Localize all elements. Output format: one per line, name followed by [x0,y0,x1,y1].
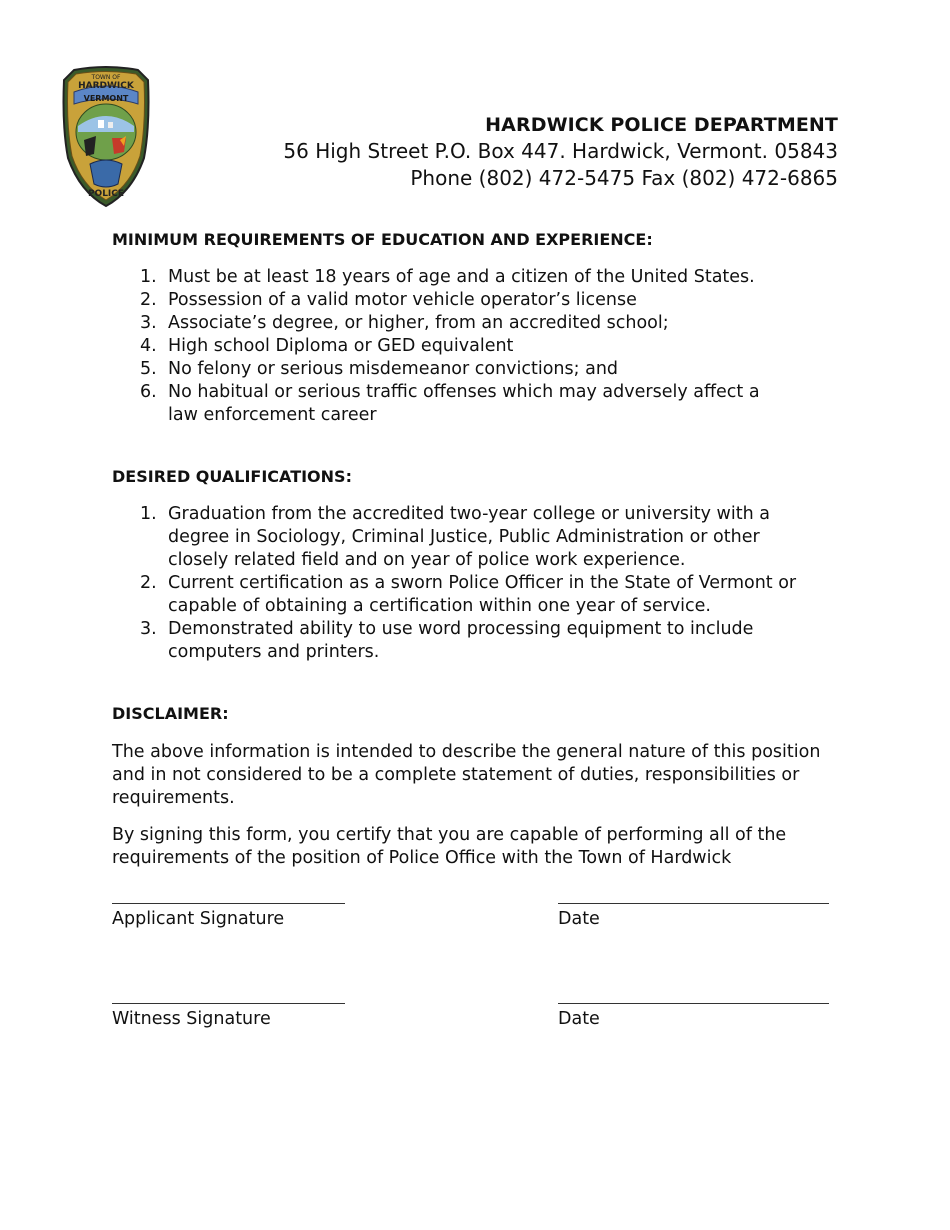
date-line-1[interactable] [558,903,829,904]
list-item: 3. Demonstrated ability to use word processing equipment to include computers and printers. [140,619,754,662]
disclaimer-section [112,703,857,870]
witness-signature-line[interactable] [112,1003,345,1004]
applicant-signature-line[interactable] [112,903,345,904]
requirements-section [112,229,852,427]
date-line-2[interactable] [558,1003,829,1004]
qualifications-section [112,466,852,664]
list-item: 2. Current certification as a sworn Police Officer in the State of Vermont or capable of obtaining a certification within one year of service. [140,573,797,616]
requirements-list [112,266,852,427]
list-item: 1. Graduation from the accredited two-year college or university with a degree in Sociology, Criminal Justice, Public Administration or other closely related field and on year of police work experience. [140,504,770,570]
list-item: 3. Associate’s degree, or higher, from an accredited school; [140,313,669,333]
letterhead [283,112,838,192]
department-name: HARDWICK POLICE DEPARTMENT [485,114,838,136]
date-label-1: Date [558,909,600,929]
svg-text:VERMONT: VERMONT [83,94,129,103]
applicant-signature-label: Applicant Signature [112,909,285,929]
police-patch-logo [60,66,152,208]
list-item: 2. Possession of a valid motor vehicle operator’s license [140,290,637,310]
qualifications-heading: DESIRED QUALIFICATIONS: [112,467,352,486]
disclaimer-paragraph: The above information is intended to describe the general nature of this position and in not considered to be a complete statement of duties, responsibilities or requirements. [112,742,821,808]
list-item: 4. High school Diploma or GED equivalent [140,336,514,356]
certification-paragraph: By signing this form, you certify that you are capable of performing all of the requirements of the position of Police Office with the Town of Hardwick [112,825,787,868]
list-item: 5. No felony or serious misdemeanor convictions; and [140,359,619,379]
disclaimer-heading: DISCLAIMER: [112,704,229,723]
svg-text:HARDWICK: HARDWICK [78,81,134,91]
date-label-2: Date [558,1009,600,1029]
svg-text:POLICE: POLICE [87,189,125,199]
witness-signature-label: Witness Signature [112,1009,271,1029]
department-address: 56 High Street P.O. Box 447. Hardwick, Vermont. 05843 [283,139,838,163]
list-item: 6. No habitual or serious traffic offenses which may adversely affect a law enforcement career [140,382,760,425]
list-item: 1. Must be at least 18 years of age and a citizen of the United States. [140,267,755,287]
requirements-heading: MINIMUM REQUIREMENTS OF EDUCATION AND EXPERIENCE: [112,230,653,249]
department-contact: Phone (802) 472-5475 Fax (802) 472-6865 [410,166,838,190]
svg-text:TOWN OF: TOWN OF [91,74,121,81]
qualifications-list [112,503,852,664]
